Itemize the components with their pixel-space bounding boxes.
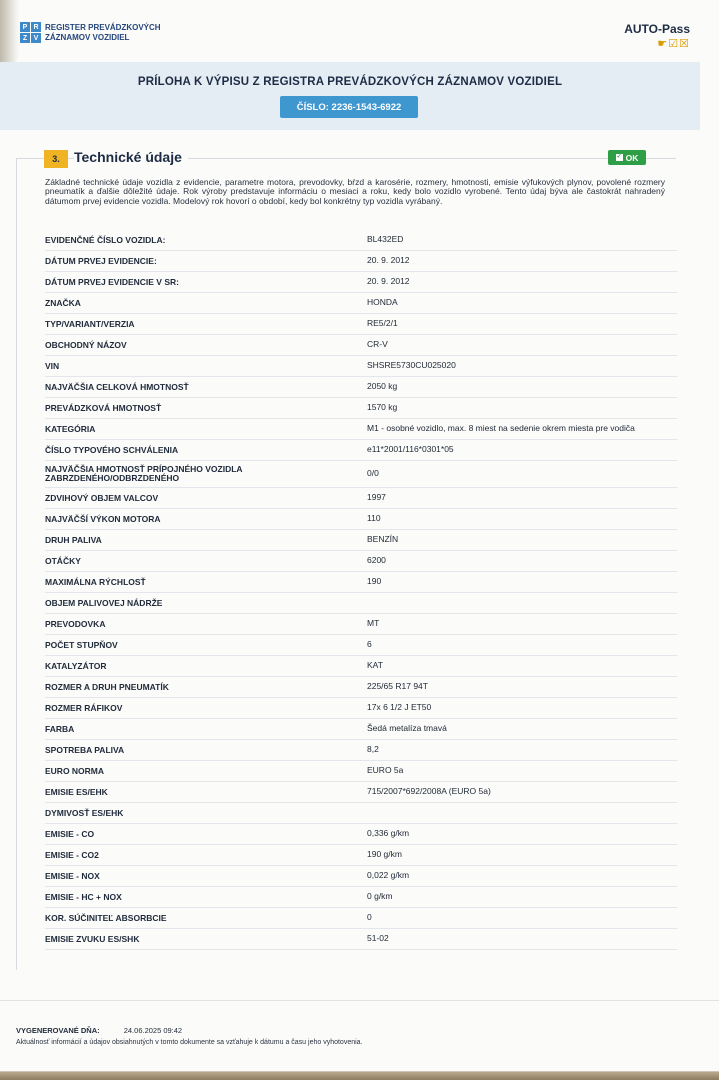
row-value: M1 - osobné vozidlo, max. 8 miest na sedenie okrem miesta pre vodiča <box>367 423 635 434</box>
status-label: OK <box>625 152 639 163</box>
register-name <box>45 23 161 43</box>
row-label: POČET STUPŇOV <box>45 639 118 650</box>
row-value: 1997 <box>367 492 386 503</box>
table-row <box>45 929 677 950</box>
row-label: ZNAČKA <box>45 297 81 308</box>
row-label: SPOTREBA PALIVA <box>45 744 125 755</box>
table-row <box>45 293 677 314</box>
row-label: PREVÁDZKOVÁ HMOTNOSŤ <box>45 402 162 413</box>
row-label: EMISIE ES/EHK <box>45 786 108 797</box>
row-value: SHSRE5730CU025020 <box>367 360 456 371</box>
generated-timestamp: 24.06.2025 09:42 <box>123 1026 183 1035</box>
table-row <box>45 761 677 782</box>
register-name-line2: ZÁZNAMOV VOZIDIEL <box>45 32 130 42</box>
row-label: NAJVÄČŠIA HMOTNOSŤ PRÍPOJNÉHO VOZIDLA ZABRZDENÉHO/ODBRZDENÉHO <box>45 464 243 483</box>
logo-letter: Z <box>20 33 30 43</box>
table-row <box>45 656 677 677</box>
row-value: 51-02 <box>367 933 389 944</box>
table-row <box>45 677 677 698</box>
row-value: 0,336 g/km <box>367 828 410 839</box>
row-value: CR-V <box>367 339 388 350</box>
row-value: KAT <box>367 660 383 671</box>
row-label: TYP/VARIANT/VERZIA <box>45 318 135 329</box>
document-header <box>20 22 700 54</box>
table-row <box>45 866 677 887</box>
row-value: e11*2001/116*0301*05 <box>367 444 454 455</box>
row-label: EMISIE - HC + NOX <box>45 891 122 902</box>
section-number: 3. <box>44 150 68 168</box>
autopass-logo <box>624 22 690 50</box>
row-value: RE5/2/1 <box>367 318 398 329</box>
row-label: EMISIE - CO <box>45 828 95 839</box>
table-row <box>45 719 677 740</box>
row-value: BENZÍN <box>367 534 399 545</box>
row-label: ZDVIHOVÝ OBJEM VALCOV <box>45 492 159 503</box>
row-label: KATEGÓRIA <box>45 423 96 434</box>
check-icon: ✓ <box>616 154 622 160</box>
row-label: DRUH PALIVA <box>45 534 102 545</box>
table-row <box>45 530 677 551</box>
row-value: 2050 kg <box>367 381 398 392</box>
row-label: KOR. SÚČINITEĽ ABSORBCIE <box>45 912 167 923</box>
table-row <box>45 803 677 824</box>
row-value: 20. 9. 2012 <box>367 276 410 287</box>
table-row <box>45 335 677 356</box>
row-label: OTÁČKY <box>45 555 81 566</box>
document-number-badge: ČÍSLO: 2236-1543-6922 <box>280 96 418 118</box>
row-value: 20. 9. 2012 <box>367 255 410 266</box>
technical-data-table <box>45 230 677 950</box>
section-border <box>16 158 17 970</box>
row-value: 8,2 <box>367 744 379 755</box>
table-row <box>45 272 677 293</box>
row-label: ROZMER RÁFIKOV <box>45 702 123 713</box>
autopass-badge-icon: ☛☑☒ <box>657 38 690 50</box>
row-value: Šedá metalíza tmavá <box>367 723 447 734</box>
register-name-line1: REGISTER PREVÁDZKOVÝCH <box>45 22 161 32</box>
table-row <box>45 398 677 419</box>
row-value: 110 <box>367 513 381 524</box>
row-label: EURO NORMA <box>45 765 105 776</box>
row-label: KATALYZÁTOR <box>45 660 107 671</box>
table-row <box>45 887 677 908</box>
row-label: EMISIE ZVUKU ES/SHK <box>45 933 140 944</box>
technical-data-section <box>16 150 676 972</box>
table-row <box>45 593 677 614</box>
row-value: 0/0 <box>367 468 379 479</box>
table-row <box>45 698 677 719</box>
row-value: 225/65 R17 94T <box>367 681 428 692</box>
row-label: OBJEM PALIVOVEJ NÁDRŽE <box>45 597 163 608</box>
row-value: EURO 5a <box>367 765 404 776</box>
table-row <box>45 488 677 509</box>
logo-letter: P <box>20 22 30 32</box>
footer-note: Aktuálnosť informácií a údajov obsiahnutých v tomto dokumente sa vzťahuje k dátumu a času jeho vyhotovenia. <box>16 1039 363 1046</box>
row-value: BL432ED <box>367 234 404 245</box>
table-row <box>45 377 677 398</box>
table-row <box>45 824 677 845</box>
section-description: Základné technické údaje vozidla z evidencie, parametre motora, prevodovky, bŕzd a karosérie, rozmery, hmotnosti, emisie výfukových plynov, povolené rozmery pneumatík a ďalšie dôležité údaje. Rok výroby predstavuje informáciu o mesiaci a roku, kedy bolo vozidlo vyrobené. Tento údaj býva ale častokrát nahradený dátumom prvej evidencie vozidla. Modelový rok hovorí o období, kedy bol konkrétny typ vozidla vyrábaný. <box>45 177 665 206</box>
table-row <box>45 440 677 461</box>
row-label: DÁTUM PRVEJ EVIDENCIE V SR: <box>45 276 179 287</box>
register-logo <box>20 22 161 43</box>
generated-label: VYGENEROVANÉ DŇA: <box>16 1026 100 1035</box>
logo-letter: V <box>31 33 41 43</box>
row-label: ČÍSLO TYPOVÉHO SCHVÁLENIA <box>45 444 179 455</box>
row-label: EMISIE - CO2 <box>45 849 99 860</box>
table-row <box>45 251 677 272</box>
row-label: EVIDENČNÉ ČÍSLO VOZIDLA: <box>45 234 166 245</box>
table-row <box>45 572 677 593</box>
row-value: 715/2007*692/2008A (EURO 5a) <box>367 786 491 797</box>
row-value: 6200 <box>367 555 386 566</box>
table-row <box>45 845 677 866</box>
table-row <box>45 782 677 803</box>
table-row <box>45 551 677 572</box>
row-label: OBCHODNÝ NÁZOV <box>45 339 127 350</box>
section-title: Technické údaje <box>74 149 188 165</box>
table-row <box>45 614 677 635</box>
row-value: 6 <box>367 639 372 650</box>
table-row <box>45 461 677 488</box>
row-label: PREVODOVKA <box>45 618 106 629</box>
logo-letter: R <box>31 22 41 32</box>
row-value: 190 <box>367 576 382 587</box>
register-logo-icon <box>20 22 41 43</box>
document-banner <box>0 62 700 130</box>
table-surface <box>0 1072 719 1080</box>
row-label: DYMIVOSŤ ES/EHK <box>45 807 124 818</box>
row-label: VIN <box>45 360 60 371</box>
row-label: ROZMER A DRUH PNEUMATÍK <box>45 681 169 692</box>
table-row <box>45 314 677 335</box>
row-label: FARBA <box>45 723 75 734</box>
status-badge <box>608 150 646 165</box>
row-value: HONDA <box>367 297 398 308</box>
generated-info <box>16 1026 182 1035</box>
table-row <box>45 509 677 530</box>
row-label: NAJVÄČŠÍ VÝKON MOTORA <box>45 513 161 524</box>
table-row <box>45 908 677 929</box>
row-value: 0 <box>367 912 372 923</box>
row-value: 17x 6 1/2 J ET50 <box>367 702 432 713</box>
autopass-title: AUTO-Pass <box>624 22 690 36</box>
table-row <box>45 635 677 656</box>
row-value: 1570 kg <box>367 402 398 413</box>
row-value: 0,022 g/km <box>367 870 410 881</box>
table-row <box>45 419 677 440</box>
banner-title: PRÍLOHA K VÝPISU Z REGISTRA PREVÁDZKOVÝCH ZÁZNAMOV VOZIDIEL <box>137 76 563 88</box>
row-value: 0 g/km <box>367 891 393 902</box>
row-value: MT <box>367 618 380 629</box>
footer-divider <box>0 1000 719 1001</box>
table-row <box>45 230 677 251</box>
row-value: 190 g/km <box>367 849 402 860</box>
row-label: MAXIMÁLNA RÝCHLOSŤ <box>45 576 146 587</box>
row-label: NAJVÄČŠIA CELKOVÁ HMOTNOSŤ <box>45 381 189 392</box>
page-curl <box>0 0 20 70</box>
row-label: EMISIE - NOX <box>45 870 100 881</box>
row-label: DÁTUM PRVEJ EVIDENCIE: <box>45 255 157 266</box>
table-row <box>45 740 677 761</box>
table-row <box>45 356 677 377</box>
